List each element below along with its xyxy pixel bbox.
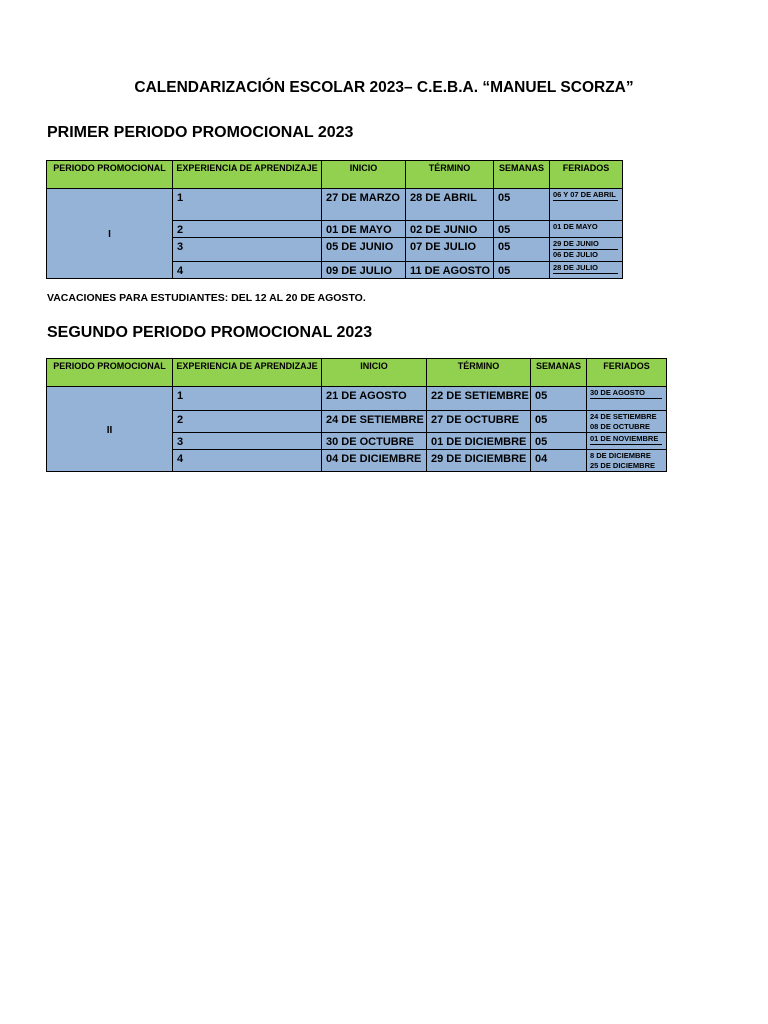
document-title: CALENDARIZACIÓN ESCOLAR 2023– C.E.B.A. “MANUEL SCORZA” <box>134 79 634 96</box>
header-experiencia: EXPERIENCIA DE APRENDIZAJE <box>173 359 322 387</box>
exp-cell: 4 <box>173 450 322 472</box>
header-inicio: INICIO <box>322 359 427 387</box>
exp-cell: 2 <box>173 221 322 238</box>
table-row <box>47 387 667 411</box>
header-inicio: INICIO <box>322 161 406 189</box>
feriado-item: 30 DE AGOSTO <box>590 388 662 399</box>
exp-cell: 1 <box>173 189 322 221</box>
header-experiencia: EXPERIENCIA DE APRENDIZAJE <box>173 161 322 189</box>
inicio-cell: 04 DE DICIEMBRE <box>322 450 427 472</box>
inicio-cell: 09 DE JULIO <box>322 262 406 279</box>
header-periodo: PERIODO PROMOCIONAL <box>47 161 173 189</box>
semanas-cell: 05 <box>531 433 587 450</box>
table-row <box>47 189 623 221</box>
termino-cell: 11 DE AGOSTO <box>406 262 494 279</box>
semanas-cell: 04 <box>531 450 587 472</box>
feriado-item: 28 DE JULIO <box>553 263 618 274</box>
feriado-item: 06 Y 07 DE ABRIL <box>553 190 618 201</box>
header-semanas: SEMANAS <box>531 359 587 387</box>
inicio-cell: 27 DE MARZO <box>322 189 406 221</box>
exp-cell: 3 <box>173 433 322 450</box>
feriado-item: 8 DE DICIEMBRE <box>590 451 651 461</box>
termino-cell: 29 DE DICIEMBRE <box>427 450 531 472</box>
inicio-cell: 01 DE MAYO <box>322 221 406 238</box>
header-semanas: SEMANAS <box>494 161 550 189</box>
feriados-cell <box>587 433 667 450</box>
table-header-row <box>47 161 623 189</box>
feriados-cell <box>550 238 623 262</box>
second-period-table <box>46 358 667 472</box>
termino-cell: 01 DE DICIEMBRE <box>427 433 531 450</box>
feriado-item: 24 DE SETIEMBRE <box>590 412 657 421</box>
header-termino: TÉRMINO <box>427 359 531 387</box>
header-feriados: FERIADOS <box>550 161 623 189</box>
exp-cell: 1 <box>173 387 322 411</box>
second-period-heading: SEGUNDO PERIODO PROMOCIONAL 2023 <box>47 324 373 341</box>
table-header-row <box>47 359 667 387</box>
termino-cell: 22 DE SETIEMBRE <box>427 387 531 411</box>
termino-cell: 07 DE JULIO <box>406 238 494 262</box>
inicio-cell: 30 DE OCTUBRE <box>322 433 427 450</box>
feriado-item: 06 DE JULIO <box>553 249 599 259</box>
period-cell: I <box>47 189 173 279</box>
semanas-cell: 05 <box>494 238 550 262</box>
period-cell: II <box>47 387 173 472</box>
header-feriados: FERIADOS <box>587 359 667 387</box>
termino-cell: 28 DE ABRIL <box>406 189 494 221</box>
feriado-item: 08 DE OCTUBRE <box>590 421 651 431</box>
feriados-cell <box>587 450 667 472</box>
feriado-item: 01 DE MAYO <box>553 222 598 231</box>
semanas-cell: 05 <box>494 221 550 238</box>
feriados-cell <box>587 387 667 411</box>
header-termino: TÉRMINO <box>406 161 494 189</box>
feriados-cell <box>587 411 667 433</box>
feriados-cell <box>550 221 623 238</box>
exp-cell: 4 <box>173 262 322 279</box>
termino-cell: 27 DE OCTUBRE <box>427 411 531 433</box>
feriados-cell <box>550 189 623 221</box>
semanas-cell: 05 <box>531 411 587 433</box>
semanas-cell: 05 <box>494 189 550 221</box>
header-periodo: PERIODO PROMOCIONAL <box>47 359 173 387</box>
exp-cell: 2 <box>173 411 322 433</box>
feriados-cell <box>550 262 623 279</box>
first-period-heading: PRIMER PERIODO PROMOCIONAL 2023 <box>47 124 354 141</box>
semanas-cell: 05 <box>531 387 587 411</box>
first-period-table <box>46 160 623 279</box>
feriado-item: 01 DE NOVIEMBRE <box>590 434 662 445</box>
feriado-item: 29 DE JUNIO <box>553 239 618 250</box>
inicio-cell: 05 DE JUNIO <box>322 238 406 262</box>
semanas-cell: 05 <box>494 262 550 279</box>
exp-cell: 3 <box>173 238 322 262</box>
feriado-item: 25 DE DICIEMBRE <box>590 460 656 470</box>
termino-cell: 02 DE JUNIO <box>406 221 494 238</box>
vacation-note: VACACIONES PARA ESTUDIANTES: DEL 12 AL 20 DE AGOSTO. <box>47 292 366 304</box>
inicio-cell: 21 DE AGOSTO <box>322 387 427 411</box>
inicio-cell: 24 DE SETIEMBRE <box>322 411 427 433</box>
